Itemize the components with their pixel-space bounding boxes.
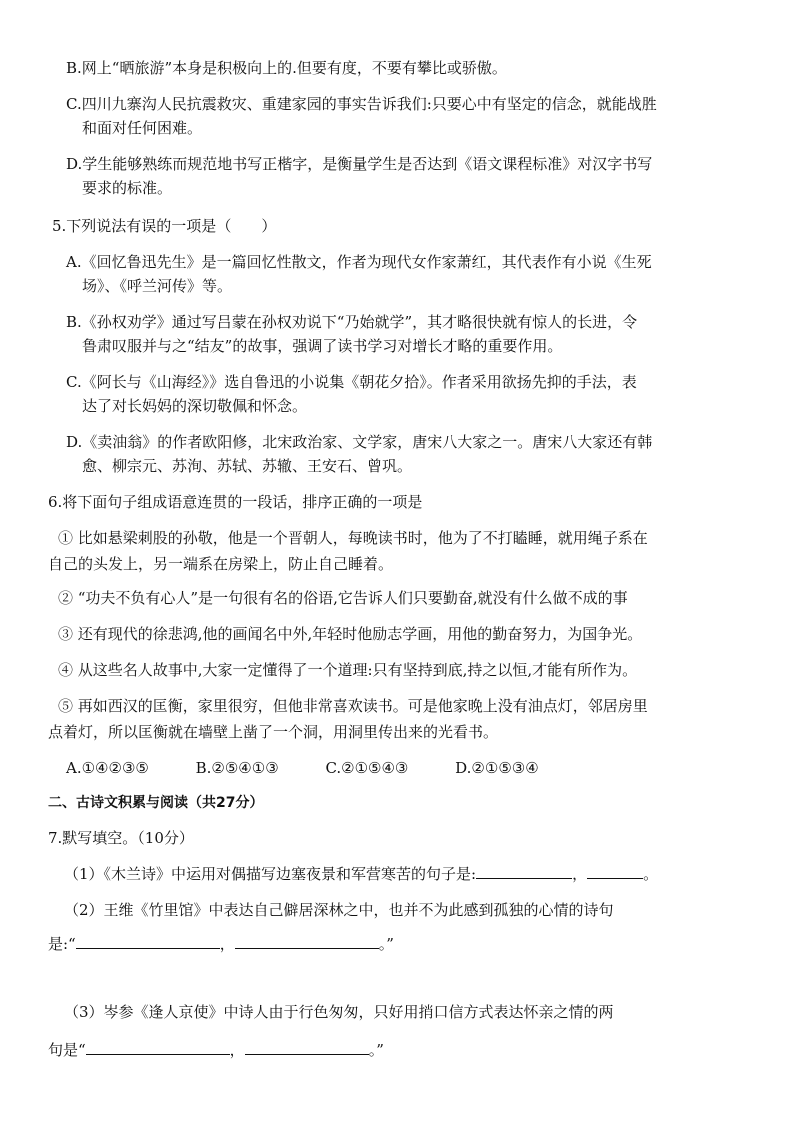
q7-part-3-separator: ， [229, 1041, 245, 1059]
q4-option-c-cont: 和面对任何困难。 [82, 119, 203, 137]
q7-part-3-blank-1[interactable] [86, 1040, 230, 1055]
q7-part-1-end: 。 [643, 865, 659, 883]
section-2-title: 二、古诗文积累与阅读（共27分） [48, 795, 264, 811]
q7-part-2-blank-1[interactable] [76, 934, 220, 949]
q4-option-c: C.四川九寨沟人民抗震救灾、重建家园的事实告诉我们:只要心中有坚定的信念，就能战胜 [66, 95, 657, 113]
q7-part-3-answer [48, 1040, 384, 1060]
q6-sentence-3: ③ 还有现代的徐悲鸿,他的画闻名中外,年轻时他励志学画，用他的勤奋努力，为国争光。 [58, 625, 643, 643]
q5-stem: 5.下列说法有误的一项是（ ） [52, 217, 277, 235]
q5-option-b-cont: 鲁肃叹服并与之“结友”的故事，强调了读书学习对增长才略的重要作用。 [82, 337, 563, 355]
q4-option-d: D.学生能够熟练而规范地书写正楷字，是衡量学生是否达到《语文课程标准》对汉字书写 [66, 155, 653, 173]
q7-part-3-blank-2[interactable] [245, 1040, 369, 1055]
q7-part-2-prefix: 是:“ [48, 935, 76, 953]
q5-option-d-cont: 愈、柳宗元、苏洵、苏轼、苏辙、王安石、曾巩。 [82, 457, 413, 475]
q6-choice-c: C.②①⑤④③ [325, 759, 409, 777]
q6-sentence-4: ④ 从这些名人故事中,大家一定懂得了一个道理:只有坚持到底,持之以恒,才能有所作为。 [58, 661, 638, 679]
q7-part-2: （2）王维《竹里馆》中表达自己僻居深林之中，也并不为此感到孤独的心情的诗句 [64, 901, 614, 919]
q6-choice-b: B.②⑤④①③ [195, 759, 279, 777]
q6-sentence-1-cont: 自己的头发上，另一端系在房梁上，防止自己睡着。 [48, 555, 394, 573]
q5-option-b: B.《孙权劝学》通过写吕蒙在孙权劝说下“乃始就学”，其才略很快就有惊人的长进，令 [66, 313, 638, 331]
q7-stem: 7.默写填空。（10分） [48, 829, 194, 847]
q7-part-3-end: 。” [368, 1041, 384, 1059]
q5-option-a-cont: 场》、《呼兰河传》等。 [82, 277, 233, 295]
q7-part-2-end: 。” [378, 935, 394, 953]
q7-part-3: （3）岑参《逢人京使》中诗人由于行色匆匆，只好用捎口信方式表达怀亲之情的两 [64, 1003, 614, 1021]
q5-option-d: D.《卖油翁》的作者欧阳修，北宋政治家、文学家，唐宋八大家之一。唐宋八大家还有韩 [66, 433, 653, 451]
q4-option-b: B.网上“晒旅游”本身是积极向上的.但要有度，不要有攀比或骄傲。 [66, 59, 507, 77]
q7-part-2-answer [48, 934, 394, 954]
q7-part-2-separator: ， [219, 935, 235, 953]
q7-part-1-blank-2[interactable] [587, 864, 643, 879]
q5-option-a: A.《回忆鲁迅先生》是一篇回忆性散文，作者为现代女作家萧红，其代表作有小说《生死 [66, 253, 652, 271]
q4-option-d-cont: 要求的标准。 [82, 179, 173, 197]
q6-stem: 6.将下面句子组成语意连贯的一段话，排序正确的一项是 [48, 493, 423, 511]
q7-part-2-blank-2[interactable] [235, 934, 379, 949]
q7-part-1-blank-1[interactable] [476, 864, 572, 879]
q6-sentence-1: ① 比如悬梁刺股的孙敬，他是一个晋朝人，每晚读书时，他为了不打瞌睡，就用绳子系在 [58, 529, 648, 547]
q5-option-c-cont: 达了对长妈妈的深切敬佩和怀念。 [82, 397, 308, 415]
q7-part-1-separator: ， [572, 865, 588, 883]
q7-part-1-text: （1）《木兰诗》中运用对偶描写边塞夜景和军营寒苦的句子是: [64, 865, 477, 883]
q6-sentence-2: ② “功夫不负有心人”是一句很有名的俗语,它告诉人们只要勤奋,就没有什么做不成的事 [58, 589, 628, 607]
q6-sentence-5-cont: 点着灯，所以匡衡就在墙壁上凿了一个洞，用洞里传出来的光看书。 [48, 723, 499, 741]
q6-choice-a: A.①④②③⑤ [66, 759, 149, 777]
q6-sentence-5: ⑤ 再如西汉的匡衡，家里很穷，但他非常喜欢读书。可是他家晚上没有油点灯，邻居房里 [58, 697, 648, 715]
q6-choices [66, 758, 581, 778]
q6-choice-d: D.②①⑤③④ [455, 759, 539, 777]
q5-option-c: C.《阿长与《山海经》》选自鲁迅的小说集《朝花夕拾》。作者采用欲扬先抑的手法，表 [66, 373, 637, 391]
q7-part-3-prefix: 句是“ [48, 1041, 86, 1059]
q7-part-1 [64, 864, 658, 884]
